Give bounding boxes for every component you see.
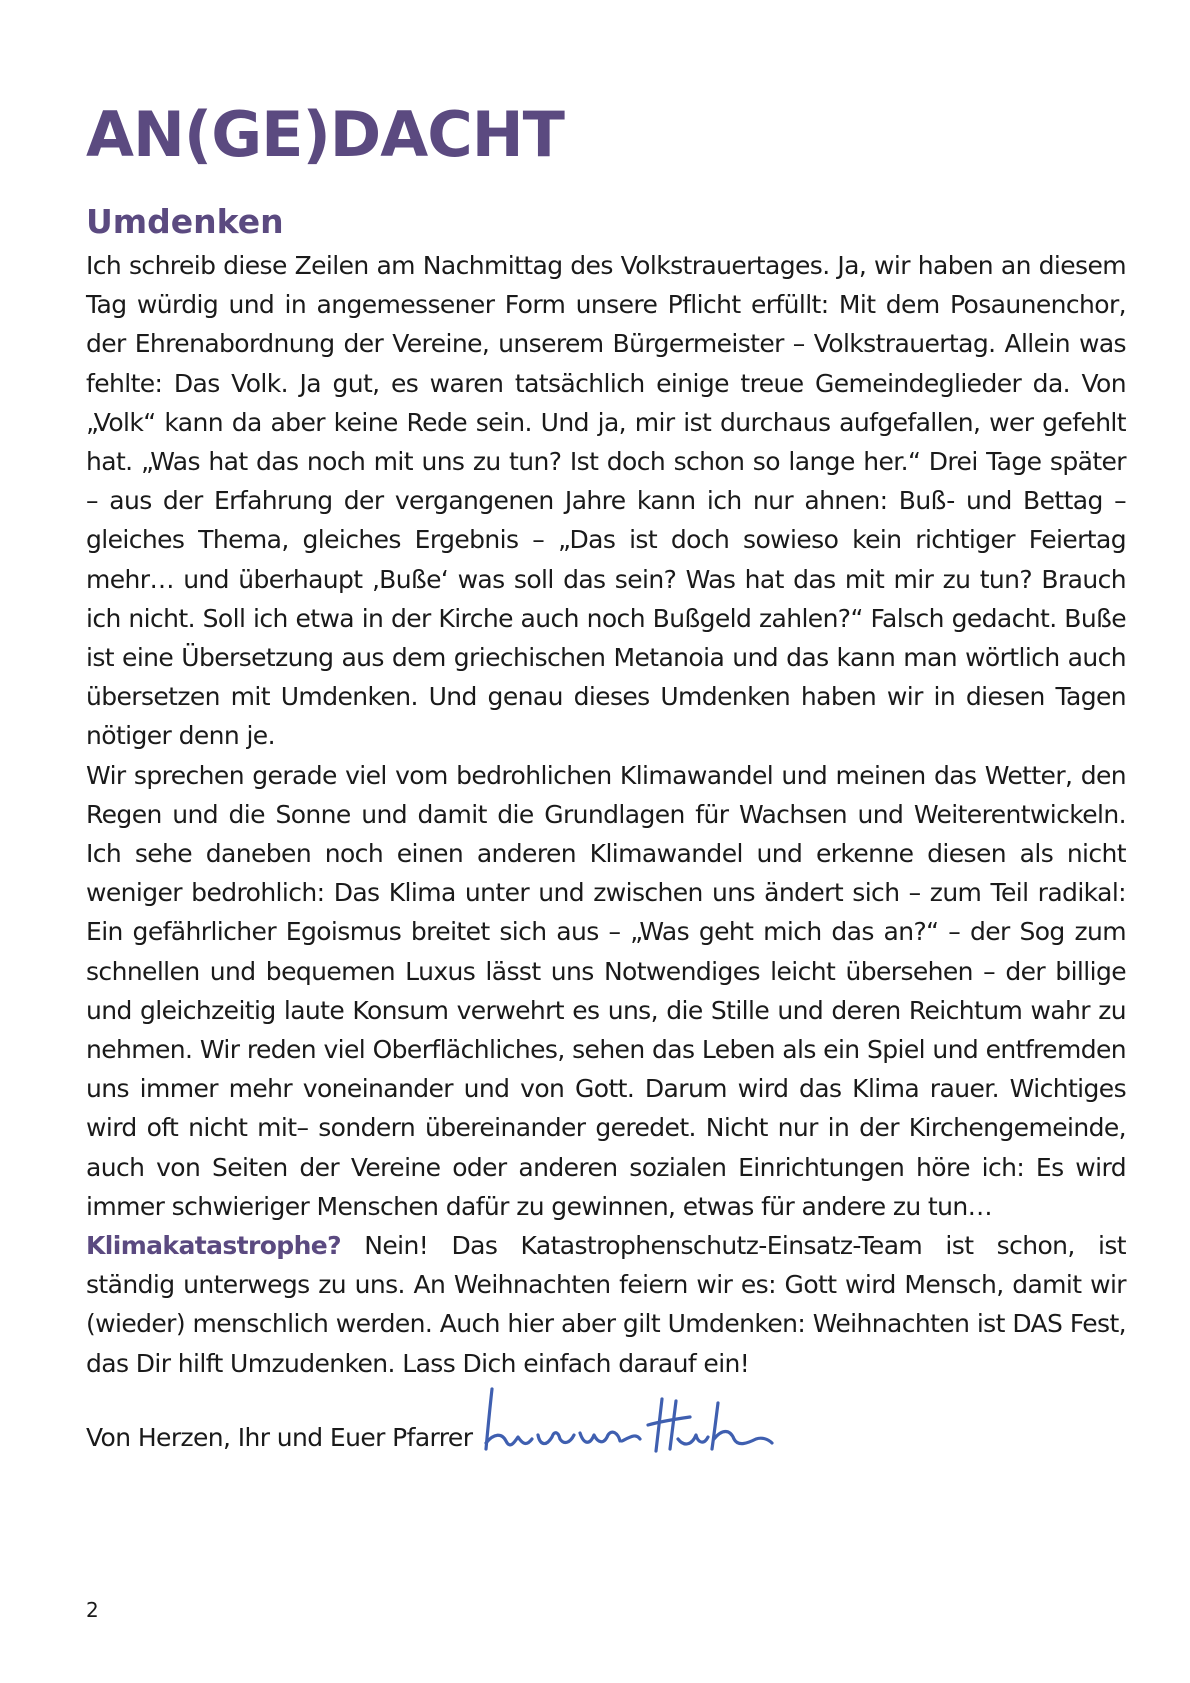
- paragraph-3: [86, 1226, 1126, 1383]
- paragraph-2: Wir sprechen gerade viel vom bedrohlichen Klimawandel und meinen das Wetter, den Regen und die Sonne und damit die Grundlagen für Wachsen und Weiterentwickeln. Ich sehe daneben noch einen anderen Klimawandel und erkenne diesen als nicht weniger bedrohlich: Das Klima unter und zwischen uns ändert sich – zum Teil radikal: Ein gefährlicher Egoismus breitet sich aus – „Was geht mich das an?“ – der Sog zum schnellen und bequemen Luxus lässt uns Notwendiges leicht übersehen – der billige und gleichzeitig laute Konsum verwehrt es uns, die Stille und deren Reichtum wahr zu nehmen. Wir reden viel Oberflächliches, sehen das Leben als ein Spiel und entfremden uns immer mehr voneinander und von Gott. Darum wird das Klima rauer. Wichtiges wird oft nicht mit– sondern übereinander geredet. Nicht nur in der Kirchengemeinde, auch von Seiten der Vereine oder anderen sozialen Einrichtungen höre ich: Es wird immer schwieriger Menschen dafür zu gewinnen, etwas für andere zu tun…: [86, 760, 1126, 1221]
- paragraph-1: Ich schreib diese Zeilen am Nachmittag des Volkstrauertages. Ja, wir haben an diesem Tag würdig und in angemessener Form unsere Pflicht erfüllt: Mit dem Posaunenchor, der Ehrenabordnung der Vereine, unserem Bürgermeister – Volkstrauertag. Allein was fehlte: Das Volk. Ja gut, es waren tatsächlich einige treue Gemeindeglieder da. Von „Volk“ kann da aber keine Rede sein. Und ja, mir ist durchaus aufgefallen, wer gefehlt hat. „Was hat das noch mit uns zu tun? Ist doch schon so lange her.“ Drei Tage später – aus der Erfahrung der vergangenen Jahre kann ich nur ahnen: Buß- und Bettag – gleiches Thema, gleiches Ergebnis – „Das ist doch sowieso kein richtiger Feiertag mehr… und überhaupt ‚Buße‘ was soll das sein? Was hat das mit mir zu tun? Brauch ich nicht. Soll ich etwa in der Kirche auch noch Bußgeld zahlen?“ Falsch gedacht. Buße ist eine Übersetzung aus dem griechischen Metanoia und das kann man wörtlich auch übersetzen mit Umdenken. Und genau dieses Umdenken haben wir in diesen Tagen nötiger denn je.: [86, 251, 1126, 751]
- highlight-klimakatastrophe: Klimakatastrophe?: [86, 1231, 342, 1261]
- closing-line: [86, 1383, 1126, 1457]
- page-title: AN(GE)DACHT: [86, 98, 564, 171]
- closing-text: Von Herzen, Ihr und Euer Pfarrer: [86, 1422, 473, 1452]
- paragraph-3-text: Nein! Das Katastrophenschutz-Einsatz-Team ist schon, ist ständig unterwegs zu uns. An Weihnachten feiern wir es: Gott wird Mensch, damit wir (wieder) menschlich werden. Auch hier aber gilt Umdenken: Weihnachten ist DAS Fest, das Dir hilft Umzudenken. Lass Dich einfach darauf ein!: [86, 1231, 1126, 1378]
- article-subtitle: Umdenken: [86, 202, 284, 241]
- signature-image: [480, 1383, 780, 1463]
- page-number: 2: [86, 1598, 99, 1622]
- article-body: [86, 246, 1126, 1457]
